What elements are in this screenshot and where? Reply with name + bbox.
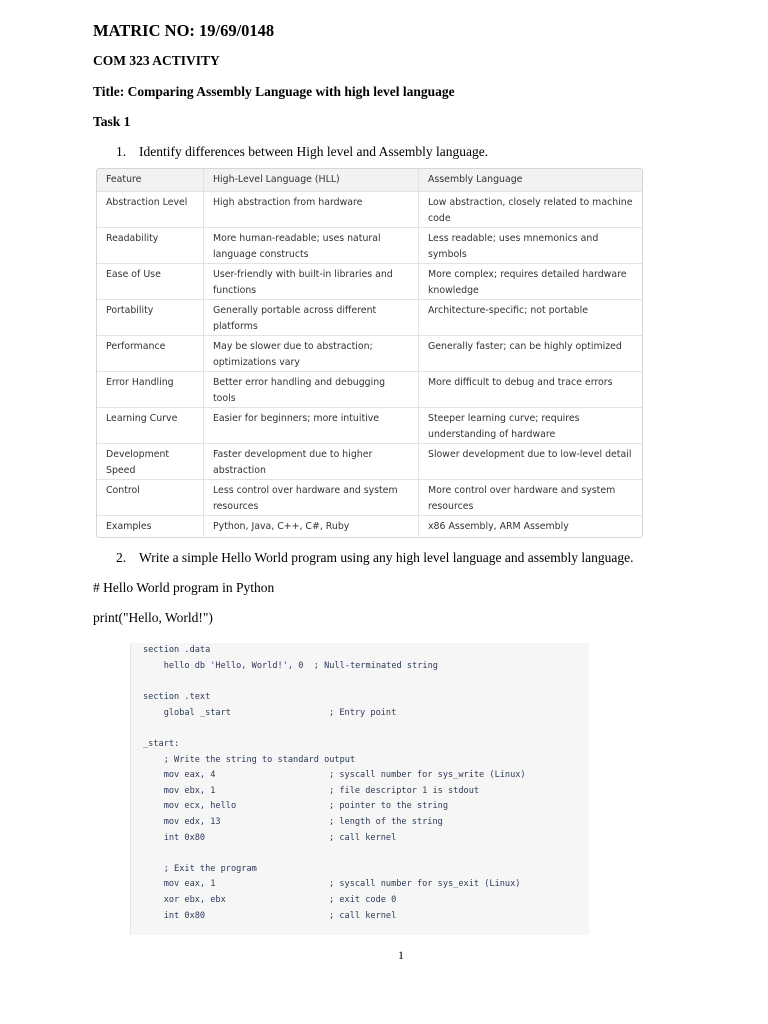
code-text: ; Write the string to standard output [143,755,356,765]
column-header: High-Level Language (HLL) [204,169,419,192]
table-cell: More complex; requires detailed hardware knowledge [419,264,643,300]
table-cell: More difficult to debug and trace errors [419,372,643,408]
table-cell: Less control over hardware and system resources [204,480,419,516]
question-text: Identify differences between High level and Assembly language. [139,144,489,159]
question-text: Write a simple Hello World program using any high level language and assembly language. [139,550,634,565]
question-1 [116,144,488,160]
table-cell: Slower development due to low-level detail [419,444,643,480]
matric-number: MATRIC NO: 19/69/0148 [93,21,275,40]
code-comment: ; syscall number for sys_write (Linux) [329,770,526,780]
table-cell: Python, Java, C++, C#, Ruby [204,516,419,538]
code-text: mov eax, 1 [143,879,216,889]
page-number: 1 [398,948,404,962]
table-cell: x86 Assembly, ARM Assembly [419,516,643,538]
code-text: mov edx, 13 [143,817,221,827]
code-comment: ; syscall number for sys_exit (Linux) [329,879,521,889]
code-comment: ; pointer to the string [329,801,448,811]
table-header-row [97,169,642,192]
code-text: section .data [143,645,211,655]
table-cell: Steeper learning curve; requires understanding of hardware [419,408,643,444]
code-text: mov ecx, hello [143,801,237,811]
table-cell: Low abstraction, closely related to machine code [419,192,643,228]
code-comment: ; file descriptor 1 is stdout [329,786,480,796]
table-row [97,444,642,480]
table-row [97,300,642,336]
table-cell: May be slower due to abstraction; optimizations vary [204,336,419,372]
table-row [97,372,642,408]
table-cell: Readability [97,228,204,264]
table-cell: Error Handling [97,372,204,408]
code-comment: ; exit code 0 [329,895,397,905]
question-number: 1. [116,144,127,159]
table-cell: Control [97,480,204,516]
table-cell: Abstraction Level [97,192,204,228]
table-cell: Less readable; uses mnemonics and symbols [419,228,643,264]
table-cell: Faster development due to higher abstraction [204,444,419,480]
code-text: int 0x80 [143,833,206,843]
question-2 [116,550,634,566]
code-text: ; Exit the program [143,864,257,874]
course-title: COM 323 ACTIVITY [93,53,220,68]
table-cell: Performance [97,336,204,372]
question-number: 2. [116,550,127,565]
column-header: Assembly Language [419,169,643,192]
code-comment: ; call kernel [329,911,397,921]
table-cell: Ease of Use [97,264,204,300]
code-text: global _start [143,708,231,718]
code-text: _start: [143,739,180,749]
table-row [97,192,642,228]
task-heading: Task 1 [93,114,131,129]
table-cell: Easier for beginners; more intuitive [204,408,419,444]
python-code: print("Hello, World!") [93,610,213,625]
code-text: mov ebx, 1 [143,786,216,796]
table-cell: User-friendly with built-in libraries and functions [204,264,419,300]
code-text: hello db 'Hello, World!', 0 ; Null-terminated string [143,661,438,671]
activity-title: Title: Comparing Assembly Language with high level language [93,84,455,99]
table-cell: Architecture-specific; not portable [419,300,643,336]
code-text: section .text [143,692,211,702]
code-comment: ; Entry point [329,708,397,718]
comparison-table [96,168,643,538]
python-comment: # Hello World program in Python [93,580,275,595]
table-cell: More human-readable; uses natural language constructs [204,228,419,264]
table-cell: Better error handling and debugging tools [204,372,419,408]
table-cell: Development Speed [97,444,204,480]
table-row [97,264,642,300]
assembly-code-block [130,643,589,935]
code-text: int 0x80 [143,911,206,921]
table-cell: Generally faster; can be highly optimized [419,336,643,372]
code-comment: ; length of the string [329,817,443,827]
table-row [97,516,642,538]
column-header: Feature [97,169,204,192]
table-cell: More control over hardware and system resources [419,480,643,516]
code-text: mov eax, 4 [143,770,216,780]
table-row [97,480,642,516]
table-cell: High abstraction from hardware [204,192,419,228]
table-cell: Generally portable across different platforms [204,300,419,336]
table-cell: Portability [97,300,204,336]
code-comment: ; call kernel [329,833,397,843]
table-cell: Examples [106,521,152,532]
table-cell: Learning Curve [97,408,204,444]
table-row [97,408,642,444]
table-row [97,336,642,372]
table-row [97,228,642,264]
code-text: xor ebx, ebx [143,895,226,905]
